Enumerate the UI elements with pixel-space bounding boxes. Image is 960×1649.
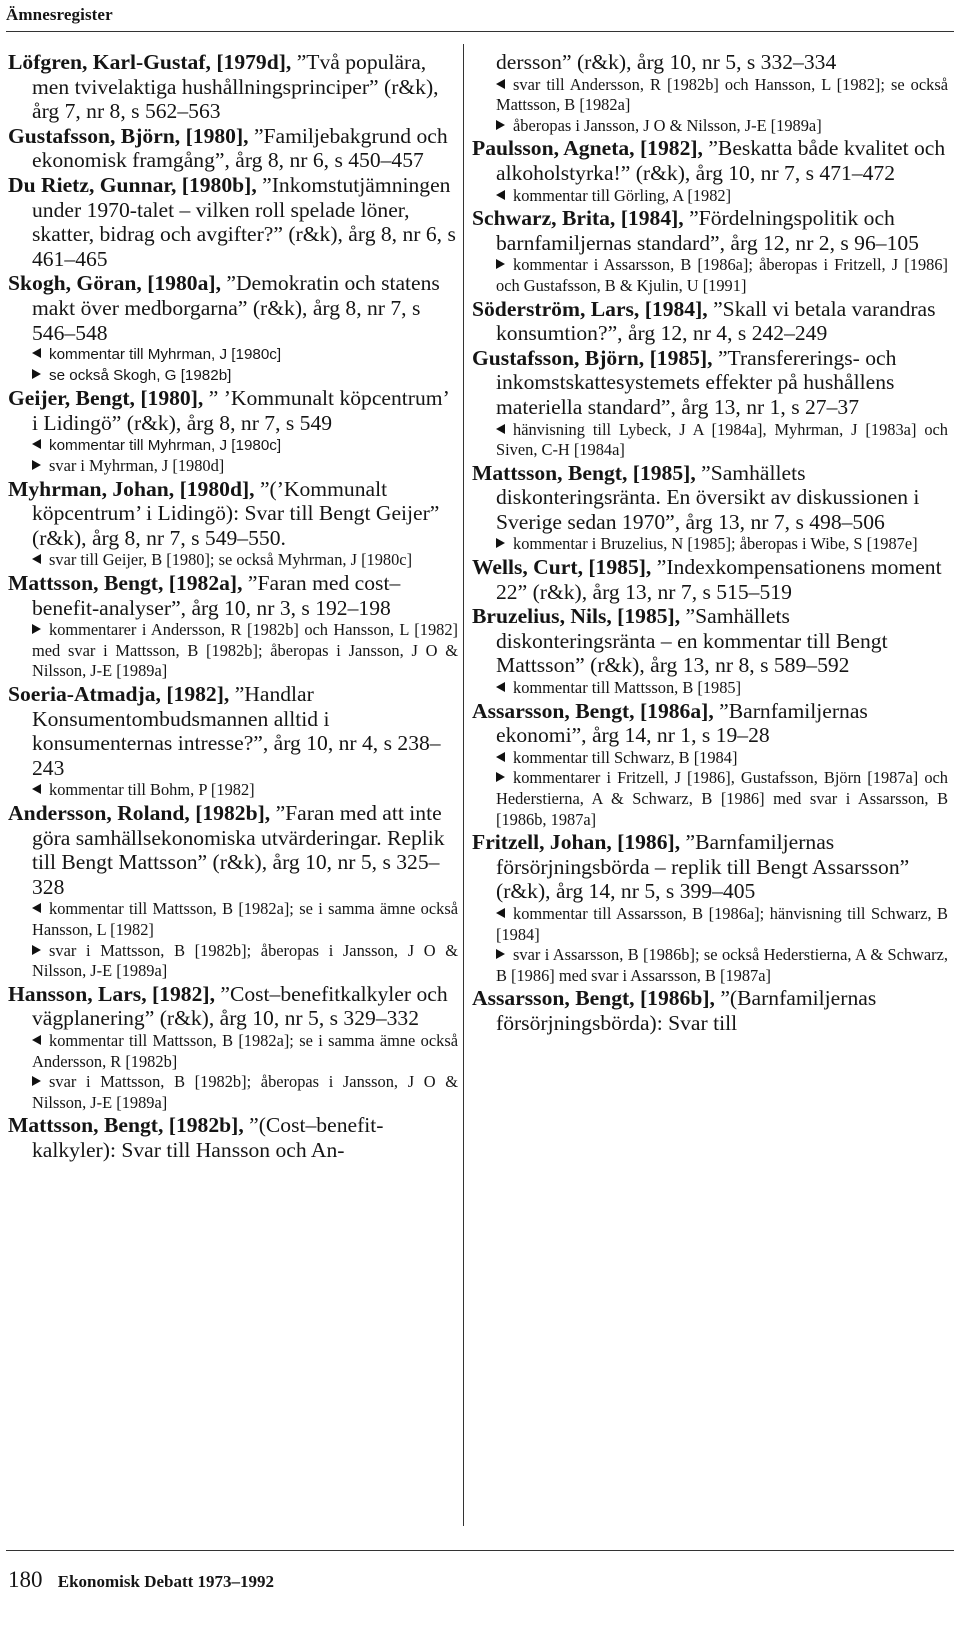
note-text: kommentar till Mattsson, B [1985] bbox=[513, 678, 742, 698]
triangle-left-icon bbox=[496, 190, 505, 200]
reference-note-forward bbox=[496, 534, 948, 555]
entry-title: ”Indexkompensationens moment 22” (r&k), årg 13, nr 7, s 515–519 bbox=[496, 555, 942, 604]
note-text: kommentar till Myhrman, J [1980c] bbox=[49, 436, 282, 454]
entry-title: ”Faran med cost–benefit-analyser”, årg 10, nr 3, s 192–198 bbox=[32, 571, 401, 620]
entry-title: ”Familjebakgrund och ekonomisk framgång”, årg 8, nr 6, s 450–457 bbox=[32, 123, 448, 173]
entry-title: ”Demokratin och statens makt över medborgarna” (r&k), årg 8, nr 7, s 546–548 bbox=[32, 271, 440, 345]
triangle-left-icon bbox=[496, 752, 505, 762]
entry-citation bbox=[472, 604, 948, 678]
index-column-right bbox=[472, 50, 948, 1036]
entry-citation bbox=[8, 173, 458, 271]
reference-note-forward bbox=[496, 768, 948, 830]
reference-note-back bbox=[32, 1031, 458, 1072]
entry-citation bbox=[472, 555, 948, 604]
reference-note-forward bbox=[32, 366, 458, 387]
entry-citation bbox=[472, 699, 948, 748]
entry-citation bbox=[8, 386, 458, 435]
entry-author: Du Rietz, Gunnar, [1980b], bbox=[8, 172, 257, 197]
index-entry bbox=[472, 699, 948, 831]
footer-rule bbox=[6, 1550, 954, 1551]
note-text: svar i Mattsson, B [1982b]; åberopas i Jansson, J O & Nilsson, J-E [1989a] bbox=[32, 940, 458, 981]
entry-citation bbox=[472, 830, 948, 904]
entry-citation bbox=[8, 982, 458, 1031]
triangle-right-icon bbox=[496, 259, 505, 269]
triangle-left-icon bbox=[32, 1035, 41, 1045]
reference-note-forward bbox=[32, 1072, 458, 1113]
entry-author: Assarsson, Bengt, [1986a], bbox=[472, 698, 714, 723]
index-entry bbox=[8, 271, 458, 386]
index-entry bbox=[472, 297, 948, 346]
entry-author: Mattsson, Bengt, [1982a], bbox=[8, 571, 243, 596]
entry-author: Schwarz, Brita, [1984], bbox=[472, 206, 684, 231]
entry-author: Myhrman, Johan, [1980d], bbox=[8, 476, 255, 501]
triangle-left-icon bbox=[496, 682, 505, 692]
note-text: svar i Myhrman, J [1980d] bbox=[49, 456, 225, 476]
entry-author: Wells, Curt, [1985], bbox=[472, 555, 652, 580]
index-entry bbox=[472, 604, 948, 698]
reference-note-back bbox=[32, 899, 458, 940]
entry-title: ”Cost–benefitkalkyler och vägplanering” (r&k), årg 10, nr 5, s 329–332 bbox=[32, 981, 448, 1031]
entry-author: Fritzell, Johan, [1986], bbox=[472, 830, 681, 855]
note-text: svar till Andersson, R [1982b] och Hansson, L [1982]; se också Mattsson, B [1982a] bbox=[496, 74, 948, 115]
reference-note-forward bbox=[496, 255, 948, 296]
note-text: svar i Assarsson, B [1986b]; se också Hederstierna, A & Schwarz, B [1986] med svar i Assarsson, B [1987a] bbox=[496, 945, 948, 985]
triangle-right-icon bbox=[32, 945, 41, 955]
entry-author: Skogh, Göran, [1980a], bbox=[8, 271, 221, 296]
entry-citation bbox=[472, 461, 948, 535]
reference-note-back bbox=[496, 186, 948, 207]
note-text: kommentar till Mattsson, B [1982a]; se i samma ämne också Hansson, L [1982] bbox=[32, 899, 458, 939]
entry-author: Gustafsson, Björn, [1985], bbox=[472, 345, 713, 370]
index-entry bbox=[472, 346, 948, 461]
index-column-left bbox=[8, 50, 458, 1163]
entry-author: Bruzelius, Nils, [1985], bbox=[472, 604, 681, 629]
triangle-right-icon bbox=[32, 369, 41, 379]
entry-title: ”(Cost–benefit-kalkyler): Svar till Hansson och An- bbox=[32, 1113, 384, 1162]
entry-title: dersson” (r&k), årg 10, nr 5, s 332–334 bbox=[496, 50, 837, 74]
note-text: hänvisning till Lybeck, J A [1984a], Myhrman, J [1983a] och Siven, C-H [1984a] bbox=[496, 419, 948, 460]
entry-title: ”Fördelningspolitik och barnfamiljernas standard”, årg 12, nr 2, s 96–105 bbox=[496, 206, 919, 255]
entry-author: Paulsson, Agneta, [1982], bbox=[472, 136, 703, 161]
index-entry bbox=[8, 50, 458, 124]
page-number: 180 bbox=[8, 1567, 43, 1592]
entry-title: ”Beskatta både kvalitet och alkoholstyrka!” (r&k), årg 10, nr 7, s 471–472 bbox=[496, 136, 946, 185]
index-entry bbox=[8, 477, 458, 571]
note-text: svar i Mattsson, B [1982b]; åberopas i Jansson, J O & Nilsson, J-E [1989a] bbox=[32, 1072, 458, 1112]
triangle-left-icon bbox=[32, 554, 41, 564]
reference-note-back bbox=[496, 748, 948, 769]
entry-author: Geijer, Bengt, [1980], bbox=[8, 386, 204, 411]
reference-note-back bbox=[496, 904, 948, 945]
entry-citation bbox=[472, 346, 948, 420]
triangle-left-icon bbox=[32, 784, 41, 794]
entry-title: ”Barnfamiljernas ekonomi”, årg 14, nr 1, s 19–28 bbox=[496, 698, 868, 748]
entry-citation bbox=[8, 801, 458, 899]
note-text: svar till Geijer, B [1980]; se också Myhrman, J [1980c] bbox=[49, 550, 413, 570]
entry-title: ”Inkomstutjämningen under 1970-talet – vilken roll spelade löner, skatter, bidrag och avgifter?” (r&k), årg 8, nr 6, s 461–465 bbox=[32, 172, 456, 271]
index-entry bbox=[8, 173, 458, 271]
reference-note-back bbox=[496, 75, 948, 116]
note-text: kommentar till Mattsson, B [1982a]; se i samma ämne också Andersson, R [1982b] bbox=[32, 1030, 458, 1071]
triangle-left-icon bbox=[496, 424, 505, 434]
entry-citation bbox=[472, 297, 948, 346]
note-text: se också Skogh, G [1982b] bbox=[49, 366, 232, 384]
triangle-right-icon bbox=[32, 460, 41, 470]
triangle-right-icon bbox=[496, 538, 505, 548]
entry-title: ”(Barnfamiljernas försörjningsbörda): Svar till bbox=[496, 986, 877, 1035]
journal-title: Ekonomisk Debatt 1973–1992 bbox=[57, 1572, 275, 1591]
entry-citation bbox=[472, 206, 948, 255]
entry-title: ”Två populära, men tvivelaktiga hushållningsprinciper” (r&k), årg 7, nr 8, s 562–563 bbox=[32, 50, 439, 124]
entry-author: Soeria-Atmadja, [1982], bbox=[8, 682, 230, 707]
entry-title: ”Faran med att inte göra samhällsekonomiska utvärderingar. Replik till Bengt Mattsson” (r&k), årg 10, nr 5, s 325–328 bbox=[32, 801, 445, 899]
triangle-right-icon bbox=[496, 772, 505, 782]
page-header-title: Ämnesregister bbox=[6, 5, 113, 24]
entry-author: Mattsson, Bengt, [1985], bbox=[472, 460, 696, 485]
entry-author: Hansson, Lars, [1982], bbox=[8, 981, 215, 1006]
entry-author: Mattsson, Bengt, [1982b], bbox=[8, 1113, 244, 1138]
index-entry bbox=[472, 461, 948, 555]
triangle-right-icon bbox=[32, 624, 41, 634]
triangle-left-icon bbox=[32, 903, 41, 913]
index-entry bbox=[472, 206, 948, 296]
reference-note-forward bbox=[496, 945, 948, 986]
entry-citation bbox=[8, 271, 458, 345]
note-text: kommentarer i Andersson, R [1982b] och Hansson, L [1982] med svar i Mattsson, B [1982b]; åberopas i Jansson, J O & Nilsson, J-E [1989a] bbox=[32, 620, 458, 681]
note-text: kommentar i Bruzelius, N [1985]; åberopas i Wibe, S [1987e] bbox=[513, 534, 918, 554]
entry-author: Assarsson, Bengt, [1986b], bbox=[472, 986, 715, 1011]
note-text: kommentar till Bohm, P [1982] bbox=[49, 780, 255, 800]
entry-title: ”Samhällets diskonteringsränta – en kommentar till Bengt Mattsson” (r&k), årg 13, nr 8, s 589–592 bbox=[496, 604, 888, 678]
entry-title: ”Samhällets diskonteringsränta. En översikt av diskussionen i Sverige sedan 1970”, årg 13, nr 7, s 498–506 bbox=[496, 460, 920, 534]
note-text: åberopas i Jansson, J O & Nilsson, J-E [1989a] bbox=[513, 115, 822, 135]
reference-note-back bbox=[496, 420, 948, 461]
triangle-left-icon bbox=[496, 908, 505, 918]
index-entry bbox=[472, 830, 948, 986]
index-entry bbox=[472, 555, 948, 604]
column-divider bbox=[463, 44, 464, 1526]
entry-author: Gustafsson, Björn, [1980], bbox=[8, 123, 249, 148]
entry-citation bbox=[472, 986, 948, 1035]
reference-note-back bbox=[496, 678, 948, 699]
index-entry bbox=[8, 386, 458, 476]
triangle-right-icon bbox=[496, 120, 505, 130]
triangle-left-icon bbox=[32, 439, 41, 449]
entry-citation bbox=[8, 571, 458, 620]
entry-title: ”(’Kommunalt köpcentrum’ i Lidingö): Svar till Bengt Geijer” (r&k), årg 8, nr 7, s 549–550. bbox=[32, 476, 440, 550]
entry-title: ” ’Kommunalt köpcentrum’ i Lidingö” (r&k), årg 8, nr 7, s 549 bbox=[32, 386, 449, 435]
reference-note-back bbox=[32, 550, 458, 571]
index-entry bbox=[472, 136, 948, 206]
reference-note-back bbox=[32, 345, 458, 366]
triangle-right-icon bbox=[32, 1076, 41, 1086]
note-text: kommentar till Schwarz, B [1984] bbox=[513, 747, 738, 767]
triangle-left-icon bbox=[32, 348, 41, 358]
entry-title: ”Transfererings- och inkomstskattesystemets effekter på hushållens materiella standard”, årg 13, nr 1, s 27–37 bbox=[496, 345, 897, 419]
reference-note-forward bbox=[496, 116, 948, 137]
reference-note-back bbox=[32, 780, 458, 801]
entry-citation bbox=[8, 477, 458, 551]
entry-author: Löfgren, Karl-Gustaf, [1979d], bbox=[8, 50, 292, 74]
note-text: kommentarer i Fritzell, J [1986], Gustafsson, Björn [1987a] och Hederstierna, A & Schwarz, B [1986] med svar i Assarsson, B [1986b, 1987a] bbox=[496, 768, 948, 829]
entry-citation bbox=[472, 50, 948, 75]
index-entry bbox=[8, 982, 458, 1114]
entry-author: Söderström, Lars, [1984], bbox=[472, 296, 708, 321]
index-entry bbox=[8, 801, 458, 982]
note-text: kommentar i Assarsson, B [1986a]; åberopas i Fritzell, J [1986] och Gustafsson, B & Kjulin, U [1991] bbox=[496, 255, 948, 295]
entry-citation bbox=[8, 124, 458, 173]
entry-title: ”Skall vi betala varandras konsumtion?”, årg 12, nr 4, s 242–249 bbox=[496, 296, 936, 346]
index-entry bbox=[472, 50, 948, 136]
note-text: kommentar till Görling, A [1982] bbox=[513, 185, 732, 205]
index-entry bbox=[472, 986, 948, 1035]
triangle-right-icon bbox=[496, 949, 505, 959]
index-entry bbox=[8, 571, 458, 682]
reference-note-forward bbox=[32, 620, 458, 682]
entry-title: ”Barnfamiljernas försörjningsbörda – replik till Bengt Assarsson” (r&k), årg 14, nr 5, s 399–405 bbox=[496, 830, 910, 904]
note-text: kommentar till Myhrman, J [1980c] bbox=[49, 346, 282, 364]
entry-author: Andersson, Roland, [1982b], bbox=[8, 801, 271, 825]
reference-note-forward bbox=[32, 456, 458, 477]
reference-note-back bbox=[32, 436, 458, 457]
note-text: kommentar till Assarsson, B [1986a]; hänvisning till Schwarz, B [1984] bbox=[496, 903, 948, 944]
entry-citation bbox=[8, 682, 458, 780]
reference-note-forward bbox=[32, 941, 458, 982]
entry-citation bbox=[8, 50, 458, 124]
page-footer bbox=[8, 1567, 274, 1593]
entry-title: ”Handlar Konsumentombudsmannen alltid i konsumenternas intresse?”, årg 10, nr 4, s 238–243 bbox=[32, 682, 441, 780]
entry-citation bbox=[8, 1113, 458, 1162]
triangle-left-icon bbox=[496, 79, 505, 89]
entry-citation bbox=[472, 136, 948, 185]
index-entry bbox=[8, 1113, 458, 1162]
index-entry bbox=[8, 124, 458, 173]
header-rule bbox=[6, 31, 954, 32]
index-entry bbox=[8, 682, 458, 801]
